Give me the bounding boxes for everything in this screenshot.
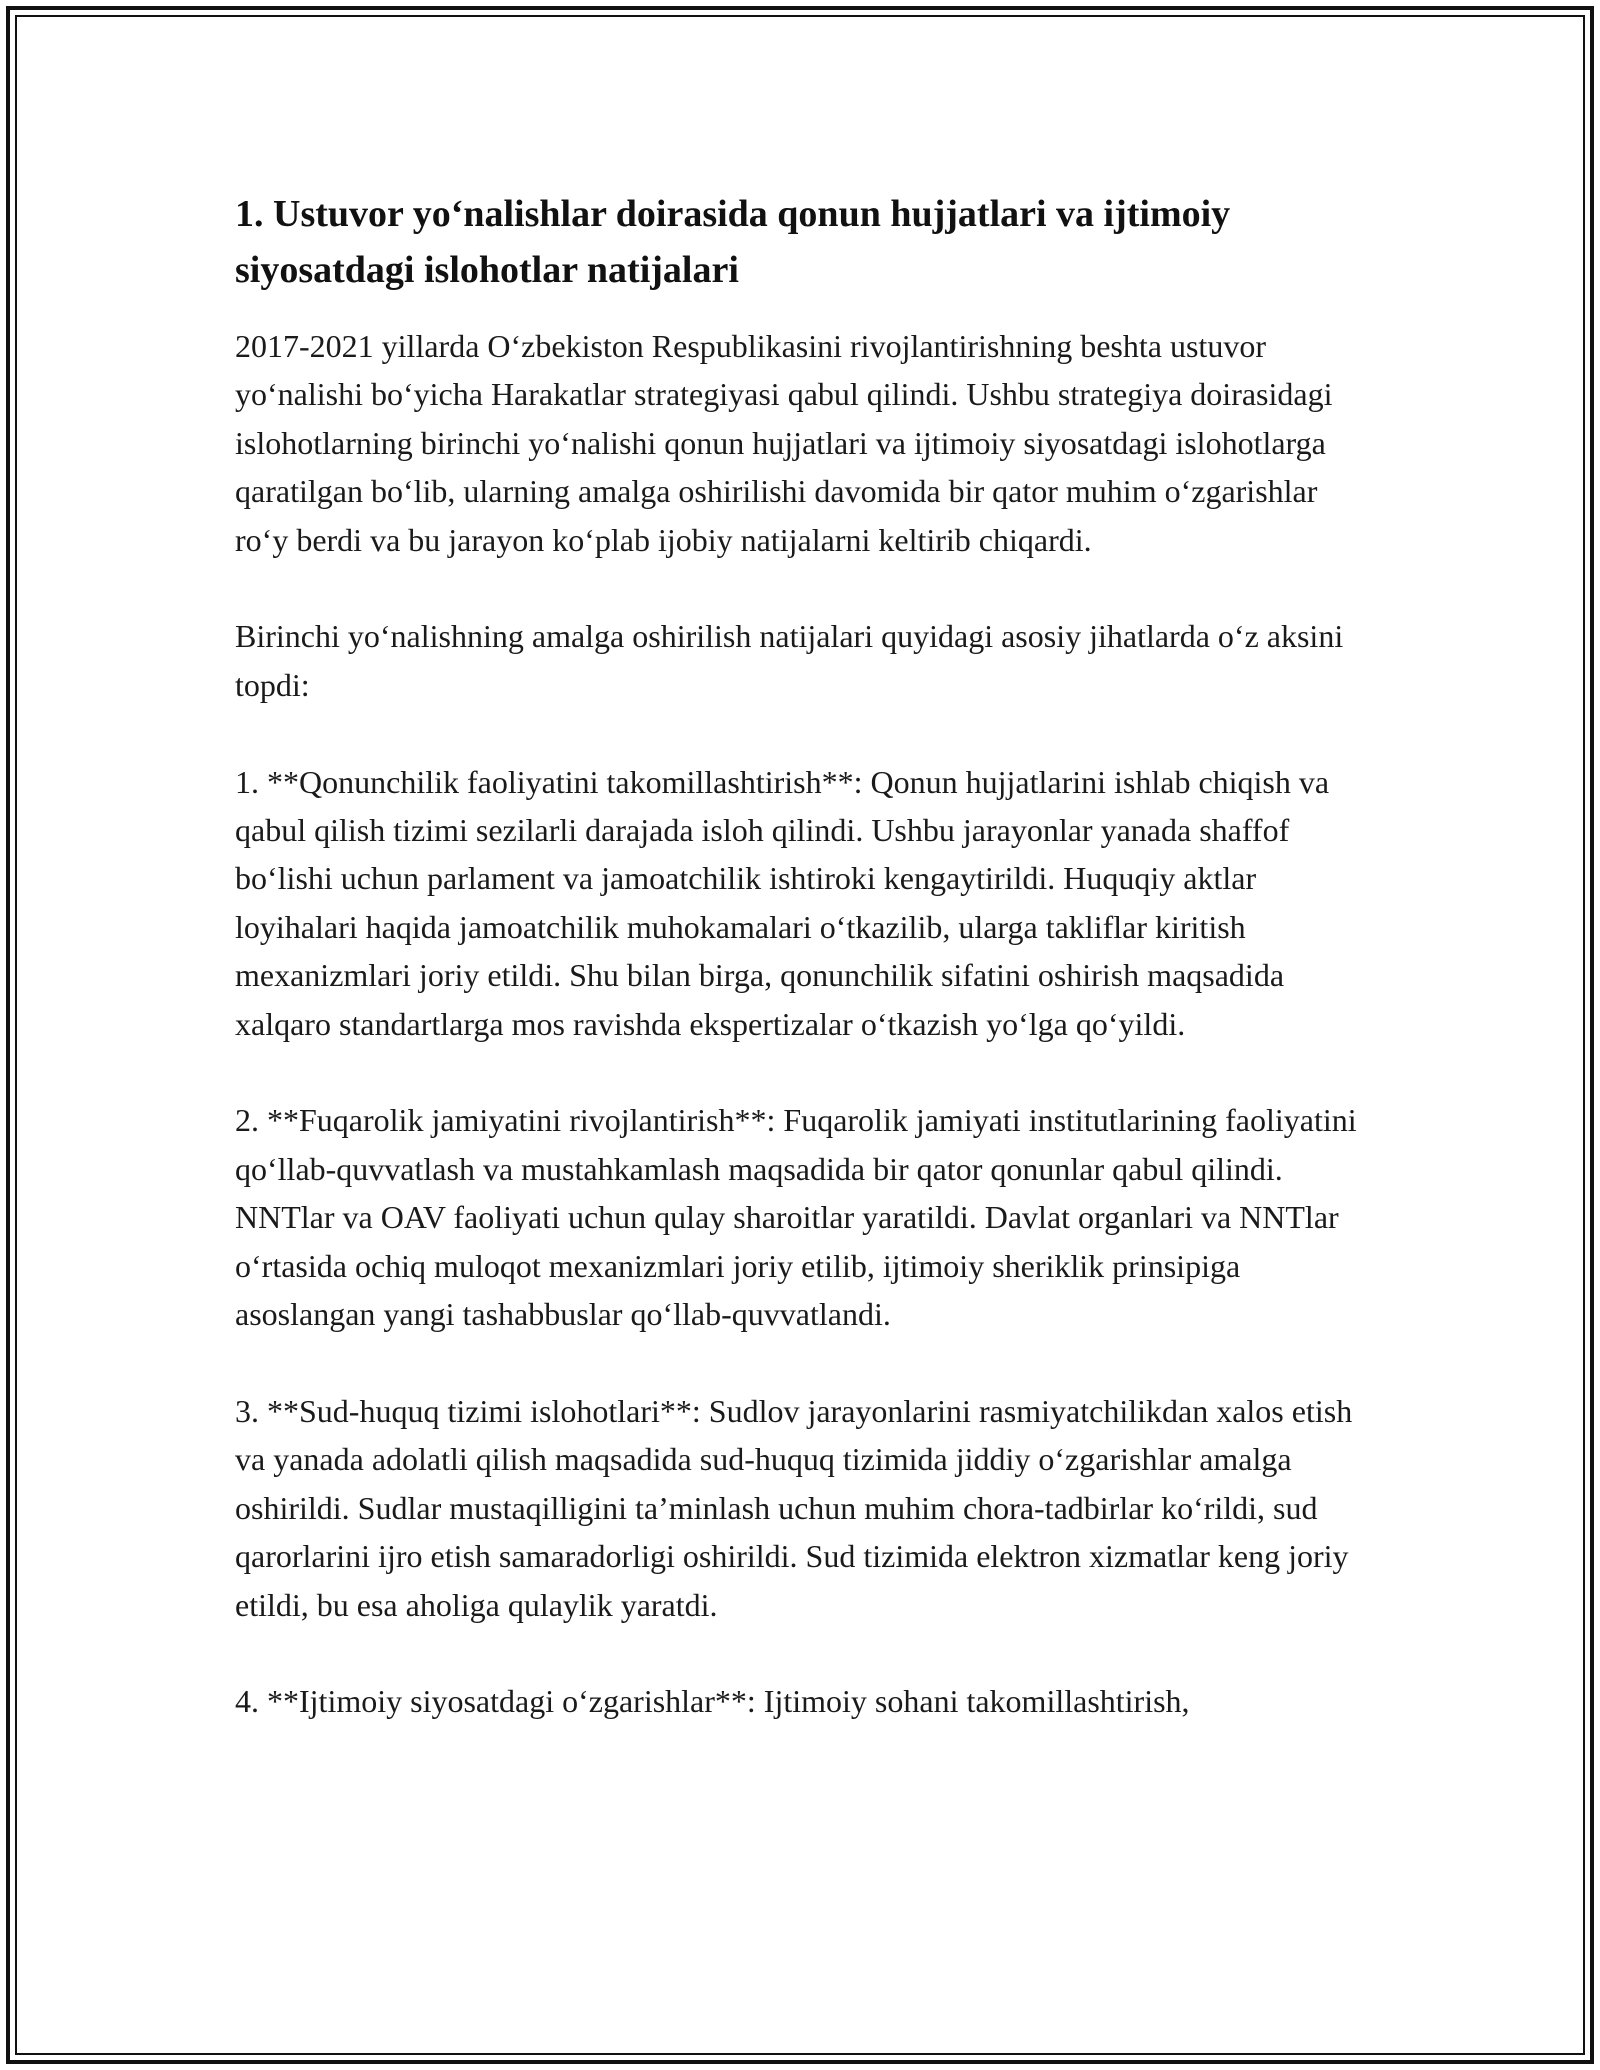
intro-paragraph: 2017-2021 yillarda O‘zbekiston Respublikasini rivojlantirishning beshta ustuvor yo‘nalishi bo‘yicha Harakatlar strategiyasi qabul qilindi. Ushbu strategiya doirasidagi islohotlarning birinchi yo‘nalishi qonun hujjatlari va ijtimoiy siyosatdagi islohotlarga qaratilgan bo‘lib, ularning amalga oshirilishi davomida bir qator muhim o‘zgarishlar ro‘y berdi va bu jarayon ko‘plab ijobiy natijalarni keltirib chiqardi.: [235, 328, 1333, 558]
list-item-legislation: 1. **Qonunchilik faoliyatini takomillashtirish**: Qonun hujjatlarini ishlab chiqish va qabul qilish tizimi sezilarli darajada isloh qilindi. Ushbu jarayonlar yanada shaffof bo‘lishi uchun parlament va jamoatchilik ishtiroki kengaytirildi. Huquqiy aktlar loyihalari haqida jamoatchilik muhokamalari o‘tkazilib, ularga takliflar kiritish mexanizmlari joriy etildi. Shu bilan birga, qonunchilik sifatini oshirish maqsadida xalqaro standartlarga mos ravishda ekspertizalar o‘tkazish yo‘lga qo‘yildi.: [235, 763, 1330, 1042]
document-body: [235, 186, 1365, 1726]
list-item-civil-society: 2. **Fuqarolik jamiyatini rivojlantirish**: Fuqarolik jamiyati institutlarining faoliyatini qo‘llab-quvvatlash va mustahkamlash maqsadida bir qator qonunlar qabul qilindi. NNTlar va OAV faoliyati uchun qulay sharoitlar yaratildi. Davlat organlari va NNTlar o‘rtasida ochiq muloqot mexanizmlari joriy etilib, ijtimoiy sheriklik prinsipiga asoslangan yangi tashabbuslar qo‘llab-quvvatlandi.: [235, 1102, 1357, 1333]
section-heading: 1. Ustuvor yo‘nalishlar doirasida qonun hujjatlari va ijtimoiy siyosatdagi islohotlar natijalari: [235, 193, 1231, 291]
results-lead-paragraph: Birinchi yo‘nalishning amalga oshirilish natijalari quyidagi asosiy jihatlarda o‘z aksini topdi:: [235, 618, 1344, 703]
list-item-social-policy: 4. **Ijtimoiy siyosatdagi o‘zgarishlar**: Ijtimoiy sohani takomillashtirish,: [235, 1683, 1190, 1720]
list-item-judicial-reform: 3. **Sud-huquq tizimi islohotlari**: Sudlov jarayonlarini rasmiyatchilikdan xalos etish va yanada adolatli qilish maqsadida sud-huquq tizimida jiddiy o‘zgarishlar amalga oshirildi. Sudlar mustaqilligini ta’minlash uchun muhim chora-tadbirlar ko‘rildi, sud qarorlarini ijro etish samaradorligi oshirildi. Sud tizimida elektron xizmatlar keng joriy etildi, bu esa aholiga qulaylik yaratdi.: [235, 1392, 1353, 1623]
